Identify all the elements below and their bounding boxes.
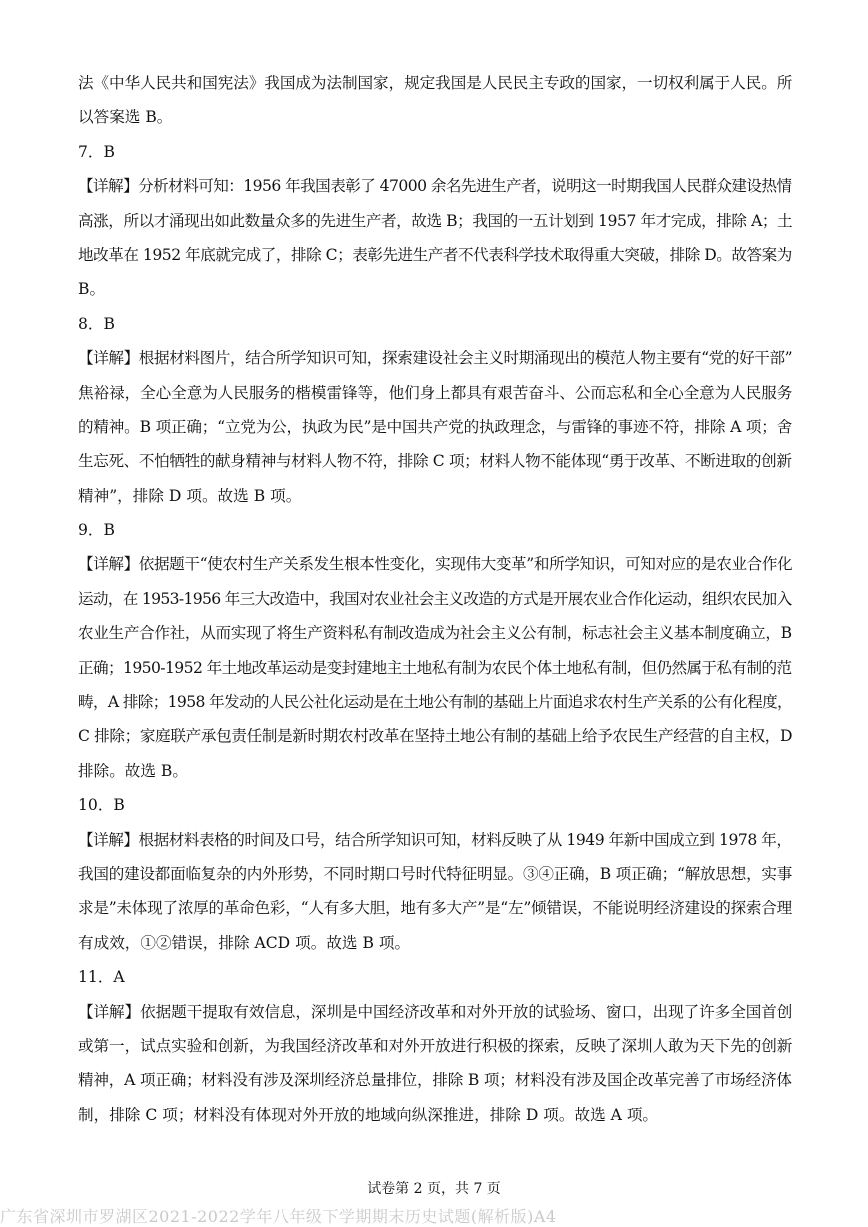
text-line: 生忘死、不怕牺牲的献身精神与材料人物不符，排除 C 项；材料人物不能体现“勇于改革、不断进取的创新 bbox=[78, 452, 792, 471]
text-line: 农业生产合作社，从而实现了将生产资料私有制改造成为社会主义公有制，标志社会主义基本制度确立，B bbox=[78, 624, 792, 643]
text-line: 精神”，排除 D 项。故选 B 项。 bbox=[78, 486, 302, 505]
text-line: 畴，A 排除；1958 年发动的人民公社化运动是在土地公有制的基础上片面追求农村生产关系的公有化程度， bbox=[78, 693, 792, 712]
text-line: 法《中华人民共和国宪法》我国成为法制国家，规定我国是人民民主专政的国家，一切权利属于人民。所 bbox=[78, 74, 793, 92]
text-line: C 排除；家庭联产承包责任制是新时期农村改革在坚持土地公有制的基础上给予农民生产经营的自主权，D bbox=[78, 727, 793, 746]
text-line: 正确；1950-1952 年土地改革运动是变封建地主土地私有制为农民个体土地私有制，但仍然属于私有制的范 bbox=[78, 658, 792, 677]
page-footer: 试卷第 2 页，共 7 页 bbox=[367, 1181, 501, 1197]
question-answer-7: 7．B bbox=[78, 142, 115, 161]
text-line: 高涨，所以才涌现出如此数量众多的先进生产者，故选 B；我国的一五计划到 1957 年才完成，排除 A；土 bbox=[78, 211, 793, 230]
text-line: 【详解】根据材料表格的时间及口号，结合所学知识可知，材料反映了从 1949 年新中国成立到 1978 年， bbox=[78, 830, 792, 849]
question-answer-10: 10．B bbox=[78, 796, 125, 815]
text-line: 【详解】分析材料可知：1956 年我国表彰了 47000 余名先进生产者，说明这一时期我国人民群众建设热情 bbox=[78, 177, 792, 196]
text-line: 焦裕禄，全心全意为人民服务的楷模雷锋等，他们身上都具有艰苦奋斗、公而忘私和全心全意为人民服务 bbox=[78, 383, 793, 402]
text-line: 有成效，①②错误，排除 ACD 项。故选 B 项。 bbox=[78, 933, 411, 952]
text-line: 的精神。B 项正确；“立党为公，执政为民”是中国共产党的执政理念，与雷锋的事迹不符，排除 A 项；舍 bbox=[78, 417, 793, 436]
text-line: 【详解】依据题干提取有效信息，深圳是中国经济改革和对外开放的试验场、窗口，出现了许多全国首创 bbox=[78, 1002, 793, 1021]
text-line: 我国的建设都面临复杂的内外形势，不同时期口号时代特征明显。③④正确，B 项正确；“解放思想，实事 bbox=[78, 864, 793, 883]
document-watermark: 广东省深圳市罗湖区2021-2022学年八年级下学期期末历史试题(解析版)A4 bbox=[0, 1207, 557, 1226]
text-line: B。 bbox=[78, 280, 106, 299]
question-answer-9: 9．B bbox=[78, 521, 115, 540]
text-line: 精神，A 项正确；材料没有涉及深圳经济总量排位，排除 B 项；材料没有涉及国企改革完善了市场经济体 bbox=[78, 1071, 792, 1090]
text-line: 运动，在 1953-1956 年三大改造中，我国对农业社会主义改造的方式是开展农业合作化运动，组织农民加入 bbox=[78, 589, 792, 608]
text-line: 制，排除 C 项；材料没有体现对外开放的地域向纵深推进，排除 D 项。故选 A 项。 bbox=[78, 1105, 659, 1124]
text-line: 以答案选 B。 bbox=[78, 108, 173, 127]
question-answer-11: 11．A bbox=[78, 968, 125, 987]
answer-text-body bbox=[78, 66, 792, 1132]
text-line: 排除。故选 B。 bbox=[78, 761, 188, 780]
text-line: 求是”未体现了浓厚的革命色彩，“人有多大胆，地有多大产”是“左”倾错误，不能说明经济建设的探索合理 bbox=[78, 899, 792, 918]
question-answer-8: 8．B bbox=[78, 314, 115, 333]
text-line: 【详解】根据材料图片，结合所学知识可知，探索建设社会主义时期涌现出的模范人物主要有“党的好干部” bbox=[78, 349, 793, 368]
text-line: 【详解】依据题干“使农村生产关系发生根本性变化，实现伟大变革”和所学知识，可知对应的是农业合作化 bbox=[78, 555, 793, 574]
text-line: 或第一，试点实验和创新，为我国经济改革和对外开放进行积极的探索，反映了深圳人敢为天下先的创新 bbox=[78, 1036, 793, 1055]
text-line: 地改革在 1952 年底就完成了，排除 C；表彰先进生产者不代表科学技术取得重大突破，排除 D。故答案为 bbox=[78, 245, 792, 264]
